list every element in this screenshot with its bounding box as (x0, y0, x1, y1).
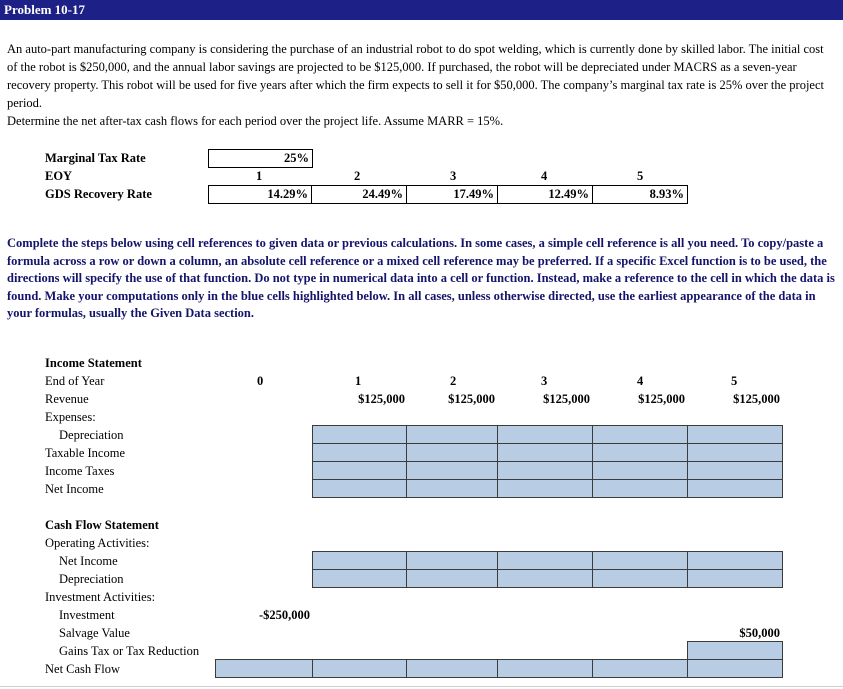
salvage-value: $50,000 (739, 626, 780, 640)
gds-rate-5: 8.93% (649, 187, 684, 201)
net-cash-flow-label: Net Cash Flow (45, 662, 120, 676)
gds-cell-5[interactable] (592, 185, 688, 204)
net-income-cell-4[interactable] (592, 479, 688, 498)
income-taxes-cell-5[interactable] (687, 461, 783, 480)
eoy-year-1: 1 (256, 169, 263, 183)
depreciation-cell-4[interactable] (592, 425, 688, 444)
net-cash-flow-cell-5[interactable] (687, 659, 783, 678)
eoy-year-5: 5 (637, 169, 644, 183)
cf-net-income-cell-4[interactable] (592, 551, 688, 570)
taxable-income-cell-3[interactable] (497, 443, 593, 462)
net-cash-flow-cell-2[interactable] (406, 659, 498, 678)
problem-determine: Determine the net after-tax cash flows for each period over the project life. Assume MARR = 15%. (7, 114, 504, 128)
income-year-4: 4 (637, 374, 644, 388)
taxable-income-cell-1[interactable] (312, 443, 407, 462)
revenue-label: Revenue (45, 392, 89, 406)
net-income-cell-1[interactable] (312, 479, 407, 498)
gains-tax-label: Gains Tax or Tax Reduction (59, 644, 200, 658)
taxable-income-cell-2[interactable] (406, 443, 498, 462)
gains-tax-cell-5[interactable] (687, 641, 783, 660)
eoy-year-2: 2 (354, 169, 361, 183)
gds-cell-3[interactable] (406, 185, 498, 204)
income-year-1: 1 (355, 374, 362, 388)
tax-rate-label: Marginal Tax Rate (45, 151, 146, 165)
income-taxes-cell-2[interactable] (406, 461, 498, 480)
gds-cell-1[interactable] (208, 185, 312, 204)
eoy-year-3: 3 (450, 169, 457, 183)
gds-label: GDS Recovery Rate (45, 187, 152, 201)
revenue-year-3: $125,000 (543, 392, 590, 406)
tax-rate-cell[interactable] (208, 149, 313, 168)
income-year-3: 3 (541, 374, 548, 388)
net-income-label: Net Income (45, 482, 104, 496)
cf-net-income-cell-3[interactable] (497, 551, 593, 570)
income-taxes-cell-3[interactable] (497, 461, 593, 480)
revenue-year-1: $125,000 (358, 392, 405, 406)
tax-rate-value: 25% (284, 151, 309, 165)
income-year-0: 0 (257, 374, 264, 388)
cf-net-income-cell-1[interactable] (312, 551, 407, 570)
depreciation-cell-1[interactable] (312, 425, 407, 444)
operating-label: Operating Activities: (45, 536, 150, 550)
cf-depreciation-cell-1[interactable] (312, 569, 407, 588)
problem-statement (7, 40, 837, 130)
net-cash-flow-cell-0[interactable] (215, 659, 313, 678)
depreciation-cell-3[interactable] (497, 425, 593, 444)
revenue-year-5: $125,000 (733, 392, 780, 406)
gds-cell-4[interactable] (497, 185, 593, 204)
depreciation-label: Depreciation (59, 428, 124, 442)
investment-value: -$250,000 (258, 608, 310, 622)
net-cash-flow-cell-3[interactable] (497, 659, 593, 678)
salvage-label: Salvage Value (59, 626, 130, 640)
investment-label: Investment (59, 608, 115, 622)
net-income-cell-2[interactable] (406, 479, 498, 498)
eoy-year-4: 4 (541, 169, 548, 183)
problem-title: Problem 10-17 (0, 0, 843, 20)
cf-depreciation-label: Depreciation (59, 572, 124, 586)
cf-net-income-cell-2[interactable] (406, 551, 498, 570)
problem-paragraph: An auto-part manufacturing company is considering the purchase of an industrial robot to do spot welding, which is currently done by skilled labor. The initial cost of the robot is $250,000, and the annual labor savings are projected to be $125,000. If purchased, the robot will be depreciated under MACRS as a seven-year recovery property. This robot will be used for five years after which the firm expects to sell it for $50,000. The company’s marginal tax rate is 25% over the project period. (7, 42, 824, 110)
cf-net-income-label: Net Income (59, 554, 118, 568)
net-cash-flow-cell-1[interactable] (312, 659, 407, 678)
expenses-label: Expenses: (45, 410, 96, 424)
income-year-2: 2 (450, 374, 457, 388)
taxable-income-cell-5[interactable] (687, 443, 783, 462)
cf-depreciation-cell-2[interactable] (406, 569, 498, 588)
net-income-cell-5[interactable] (687, 479, 783, 498)
gds-cell-2[interactable] (311, 185, 407, 204)
cf-depreciation-cell-3[interactable] (497, 569, 593, 588)
taxable-income-cell-4[interactable] (592, 443, 688, 462)
end-of-year-label: End of Year (45, 374, 105, 388)
investment-activities-label: Investment Activities: (45, 590, 156, 604)
taxable-income-label: Taxable Income (45, 446, 125, 460)
cf-net-income-cell-5[interactable] (687, 551, 783, 570)
gds-rate-1: 14.29% (267, 187, 308, 201)
income-taxes-cell-4[interactable] (592, 461, 688, 480)
net-income-cell-3[interactable] (497, 479, 593, 498)
gds-rate-4: 12.49% (548, 187, 589, 201)
income-heading: Income Statement (45, 356, 142, 370)
revenue-year-4: $125,000 (638, 392, 685, 406)
income-taxes-label: Income Taxes (45, 464, 115, 478)
revenue-year-2: $125,000 (448, 392, 495, 406)
net-cash-flow-cell-4[interactable] (592, 659, 688, 678)
cashflow-heading: Cash Flow Statement (45, 518, 159, 532)
gds-rate-3: 17.49% (453, 187, 494, 201)
income-year-5: 5 (731, 374, 738, 388)
cf-depreciation-cell-4[interactable] (592, 569, 688, 588)
instructions: Complete the steps below using cell references to given data or previous calculations. In some cases, a simple cell reference is all you need. To copy/paste a formula across a row or down a column, an absolute cell reference or a mixed cell reference may be preferred. If a specific Excel function is to be used, the directions will specify the use of that function. Do not type in numerical data into a cell or function. Instead, make a reference to the cell in which the data is found. Make your computations only in the blue cells highlighted below. In all cases, unless otherwise directed, use the earliest appearance of the data in your formulas, usually the Given Data section. (7, 236, 835, 320)
income-taxes-cell-1[interactable] (312, 461, 407, 480)
depreciation-cell-2[interactable] (406, 425, 498, 444)
eoy-label: EOY (45, 169, 73, 183)
depreciation-cell-5[interactable] (687, 425, 783, 444)
page-bottom-divider (0, 686, 843, 687)
gds-rate-2: 24.49% (362, 187, 403, 201)
cf-depreciation-cell-5[interactable] (687, 569, 783, 588)
